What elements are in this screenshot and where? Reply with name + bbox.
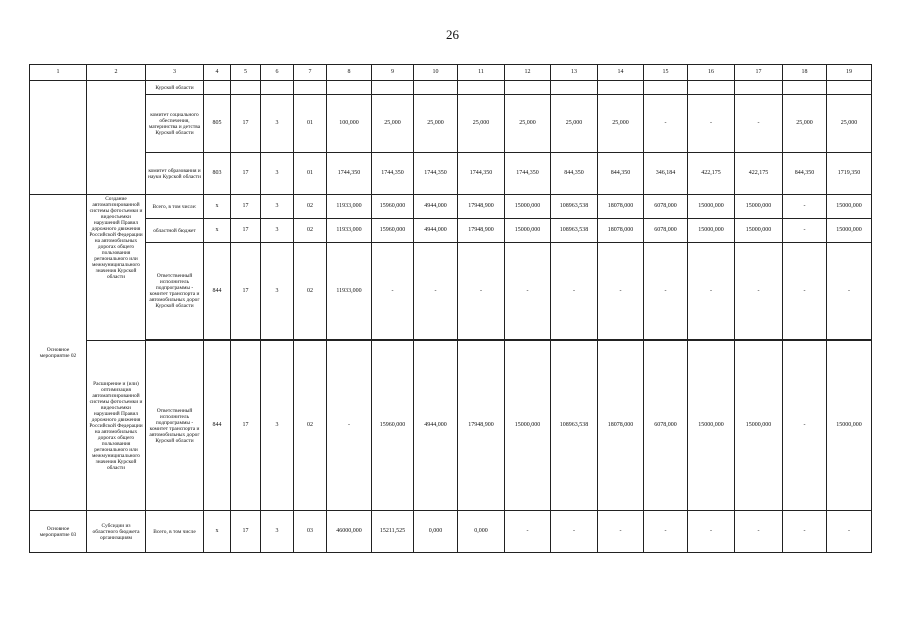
value-cell: x [204, 511, 231, 553]
value-cell: - [458, 243, 505, 340]
column-header: 3 [146, 65, 204, 81]
value-cell: - [783, 511, 827, 553]
value-cell: 0,000 [458, 511, 505, 553]
value-cell: 3 [261, 153, 294, 195]
value-cell: 17 [231, 511, 261, 553]
column-header: 10 [414, 65, 458, 81]
value-cell: 3 [261, 341, 294, 511]
table-row [30, 341, 872, 511]
table-row [30, 81, 872, 95]
value-cell: 15000,000 [735, 219, 783, 243]
value-cell: 17948,900 [458, 219, 505, 243]
value-cell: 15000,000 [827, 341, 872, 511]
value-cell: 844 [204, 243, 231, 340]
table-row [30, 243, 872, 340]
value-cell: 18078,000 [598, 341, 644, 511]
value-cell: 4944,000 [414, 341, 458, 511]
value-cell: x [204, 195, 231, 219]
value-cell: 1744,350 [372, 153, 414, 195]
value-cell: 0,000 [414, 511, 458, 553]
empty-cell [372, 81, 414, 95]
value-cell: 108963,538 [551, 219, 598, 243]
event-label: Основное мероприятие 03 [30, 511, 87, 553]
value-cell: 4944,000 [414, 219, 458, 243]
value-cell: 25,000 [372, 95, 414, 153]
column-header: 15 [644, 65, 688, 81]
value-cell: 346,184 [644, 153, 688, 195]
value-cell: 15000,000 [735, 195, 783, 219]
empty-cell [688, 81, 735, 95]
value-cell: 1744,350 [414, 153, 458, 195]
value-cell: 422,175 [688, 153, 735, 195]
value-cell: - [598, 511, 644, 553]
empty-cell [783, 81, 827, 95]
value-cell: 17 [231, 95, 261, 153]
value-cell: - [505, 511, 551, 553]
value-cell: 15000,000 [505, 341, 551, 511]
value-cell: 17 [231, 243, 261, 340]
value-cell: 15000,000 [827, 219, 872, 243]
value-cell: 25,000 [827, 95, 872, 153]
value-cell: 3 [261, 95, 294, 153]
responsible-cell: Ответственный исполнитель подпрограммы - комитет транспорта и автомобильных дорог Курской области [146, 243, 204, 340]
description-cell [87, 81, 146, 195]
value-cell: 15000,000 [735, 341, 783, 511]
value-cell: 15000,000 [505, 219, 551, 243]
column-header: 17 [735, 65, 783, 81]
column-header: 5 [231, 65, 261, 81]
event-description: Субсидии из областного бюджета организациям [87, 511, 146, 553]
value-cell: 15000,000 [827, 195, 872, 219]
empty-cell [598, 81, 644, 95]
value-cell: - [598, 243, 644, 340]
empty-cell [294, 81, 327, 95]
column-header: 8 [327, 65, 372, 81]
value-cell: - [827, 243, 872, 340]
value-cell: - [688, 243, 735, 340]
value-cell: - [644, 511, 688, 553]
value-cell: - [551, 511, 598, 553]
value-cell: 108963,538 [551, 341, 598, 511]
responsible-cell: Курской области [146, 81, 204, 95]
responsible-cell: комитет социального обеспечения, материнства и детства Курской области [146, 95, 204, 153]
value-cell: 1744,350 [458, 153, 505, 195]
empty-cell [505, 81, 551, 95]
empty-cell [414, 81, 458, 95]
value-cell: 17948,900 [458, 195, 505, 219]
column-header: 4 [204, 65, 231, 81]
value-cell: 03 [294, 511, 327, 553]
responsible-cell: комитет образования и науки Курской области [146, 153, 204, 195]
value-cell: 108963,538 [551, 195, 598, 219]
value-cell: 17 [231, 219, 261, 243]
page-number: 26 [446, 27, 459, 42]
value-cell: 18078,000 [598, 219, 644, 243]
budget-table [29, 64, 872, 553]
empty-cell [231, 81, 261, 95]
value-cell: 17 [231, 153, 261, 195]
column-header: 2 [87, 65, 146, 81]
empty-cell [458, 81, 505, 95]
column-header: 14 [598, 65, 644, 81]
value-cell: 6078,000 [644, 219, 688, 243]
value-cell: - [783, 219, 827, 243]
responsible-cell: Всего, в том числе [146, 511, 204, 553]
value-cell: 25,000 [551, 95, 598, 153]
value-cell: 15000,000 [688, 195, 735, 219]
value-cell: 25,000 [598, 95, 644, 153]
value-cell: - [327, 341, 372, 511]
value-cell: 02 [294, 195, 327, 219]
column-header: 19 [827, 65, 872, 81]
value-cell: 46000,000 [327, 511, 372, 553]
empty-cell [827, 81, 872, 95]
empty-cell [551, 81, 598, 95]
value-cell: 25,000 [458, 95, 505, 153]
empty-cell [327, 81, 372, 95]
column-header: 12 [505, 65, 551, 81]
column-header: 13 [551, 65, 598, 81]
value-cell: x [204, 219, 231, 243]
value-cell: - [688, 511, 735, 553]
table-row [30, 195, 872, 219]
value-cell: 15000,000 [688, 341, 735, 511]
table-body [30, 65, 872, 553]
value-cell: 17 [231, 195, 261, 219]
value-cell: 11933,000 [327, 219, 372, 243]
table-row [30, 95, 872, 153]
column-header: 1 [30, 65, 87, 81]
value-cell: 3 [261, 195, 294, 219]
value-cell: 15000,000 [505, 195, 551, 219]
responsible-cell: Ответственный исполнитель подпрограммы - комитет транспорта и автомобильных дорог Курской области [146, 341, 204, 511]
event-cell [30, 81, 87, 195]
value-cell: 17 [231, 341, 261, 511]
event-description: Расширение и (или) оптимизация автоматизированной системы фотосъемки и видеосъемки нарушений Правил дорожного движения Российской Федерации на автомобильных дорогах общего пользования регионального или межмуниципального значения Курской области [87, 341, 146, 511]
value-cell: 1744,350 [327, 153, 372, 195]
value-cell: - [783, 195, 827, 219]
value-cell: 11933,000 [327, 243, 372, 340]
value-cell: 3 [261, 219, 294, 243]
value-cell: 3 [261, 511, 294, 553]
value-cell: - [644, 95, 688, 153]
value-cell: - [551, 243, 598, 340]
value-cell: 6078,000 [644, 195, 688, 219]
header-row [30, 65, 872, 81]
value-cell: - [735, 511, 783, 553]
value-cell: 1719,350 [827, 153, 872, 195]
value-cell: - [688, 95, 735, 153]
value-cell: 1744,350 [505, 153, 551, 195]
responsible-cell: областной бюджет [146, 219, 204, 243]
empty-cell [261, 81, 294, 95]
value-cell: 02 [294, 219, 327, 243]
value-cell: 15960,000 [372, 341, 414, 511]
value-cell: 02 [294, 341, 327, 511]
value-cell: 02 [294, 243, 327, 340]
table-row [30, 153, 872, 195]
value-cell: - [783, 341, 827, 511]
column-header: 9 [372, 65, 414, 81]
value-cell: 100,000 [327, 95, 372, 153]
value-cell: 844 [204, 341, 231, 511]
value-cell: 25,000 [783, 95, 827, 153]
value-cell: - [735, 243, 783, 340]
column-header: 16 [688, 65, 735, 81]
value-cell: 844,350 [598, 153, 644, 195]
value-cell: 803 [204, 153, 231, 195]
value-cell: - [505, 243, 551, 340]
value-cell: 3 [261, 243, 294, 340]
value-cell: 17948,900 [458, 341, 505, 511]
responsible-cell: Всего, в том числе: [146, 195, 204, 219]
value-cell: 6078,000 [644, 341, 688, 511]
value-cell: 25,000 [505, 95, 551, 153]
table-row [30, 511, 872, 553]
event-description: Создание автоматизированной системы фотосъемки и видеосъемки нарушений Правил дорожного движения Российской Федерации на автомобильных дорогах общего пользования регионального или межмуниципального значения Курской области [87, 195, 146, 341]
value-cell: 18078,000 [598, 195, 644, 219]
value-cell: 25,000 [414, 95, 458, 153]
value-cell: - [735, 95, 783, 153]
value-cell: 15960,000 [372, 195, 414, 219]
value-cell: - [414, 243, 458, 340]
value-cell: 805 [204, 95, 231, 153]
value-cell: 4944,000 [414, 195, 458, 219]
column-header: 18 [783, 65, 827, 81]
empty-cell [644, 81, 688, 95]
value-cell: - [827, 511, 872, 553]
table-row [30, 219, 872, 243]
value-cell: 11933,000 [327, 195, 372, 219]
empty-cell [204, 81, 231, 95]
value-cell: 15000,000 [688, 219, 735, 243]
empty-cell [735, 81, 783, 95]
event-label: Основное мероприятие 02 [30, 195, 87, 511]
value-cell: - [644, 243, 688, 340]
value-cell: 422,175 [735, 153, 783, 195]
value-cell: 844,350 [551, 153, 598, 195]
value-cell: 01 [294, 153, 327, 195]
value-cell: 15960,000 [372, 219, 414, 243]
value-cell: - [783, 243, 827, 340]
value-cell: - [372, 243, 414, 340]
column-header: 6 [261, 65, 294, 81]
value-cell: 844,350 [783, 153, 827, 195]
column-header: 7 [294, 65, 327, 81]
value-cell: 15211,525 [372, 511, 414, 553]
value-cell: 01 [294, 95, 327, 153]
column-header: 11 [458, 65, 505, 81]
